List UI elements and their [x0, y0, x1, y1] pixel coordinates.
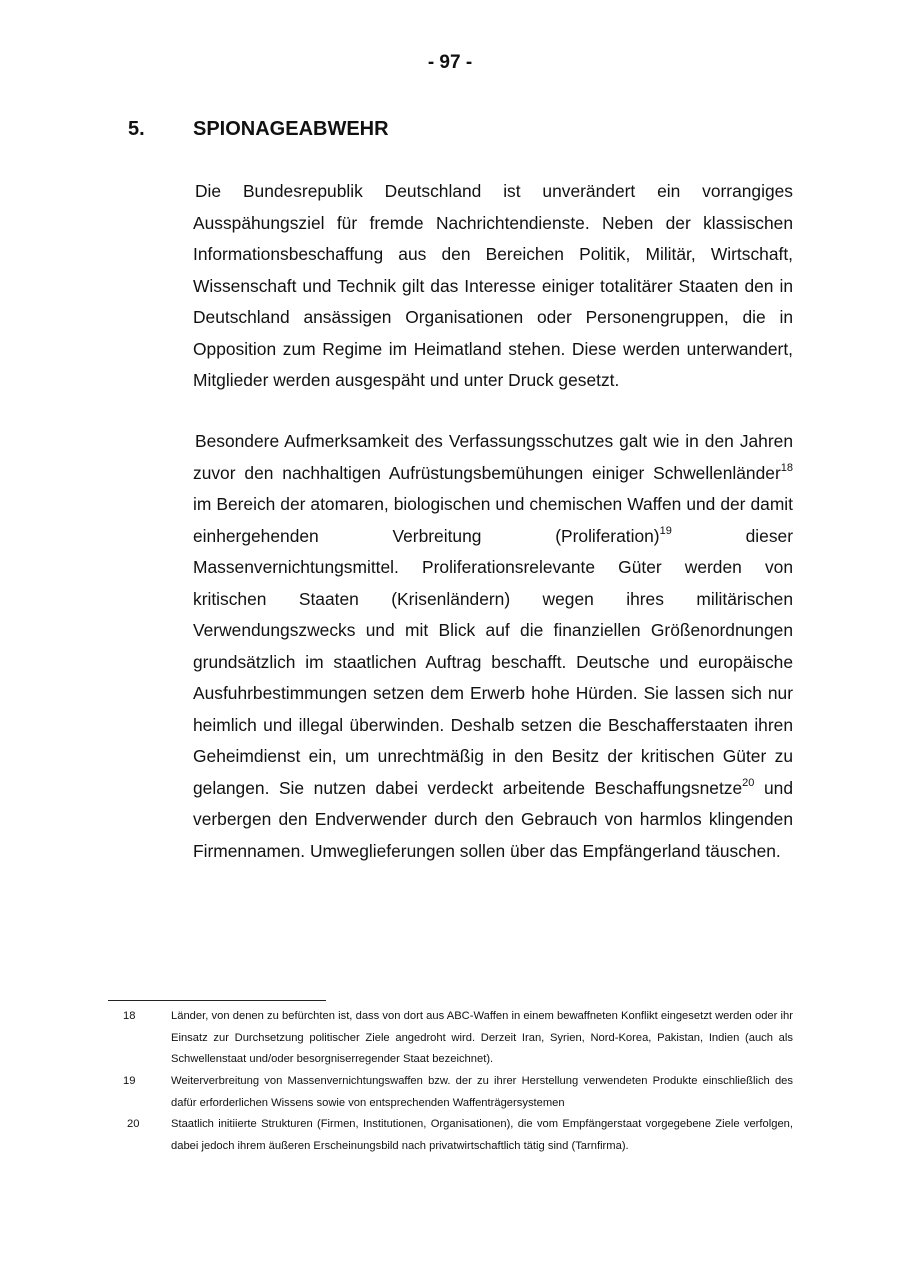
footnote-number: 20: [127, 1118, 140, 1130]
paragraph-2-part-1: Besondere Aufmerksamkeit des Verfassungsschutzes galt wie in den Jahren zuvor den nachhaltigen Aufrüstungsbemühungen einiger Schwellenländer: [193, 431, 793, 483]
section-title: SPIONAGEABWEHR: [193, 118, 389, 140]
footnote-ref-19[interactable]: 19: [659, 524, 672, 537]
footnote-19: [123, 1071, 793, 1114]
paragraph-2-part-3: dieser Massenvernichtungsmittel. Proliferationsrelevante Güter werden von kritischen Staaten (Krisenländern) wegen ihres militärischen Verwendungszwecks und mit Blick auf die finanziellen Größenordnungen grundsätzlich im staatlichen Auftrag beschafft. Deutsche und europäische Ausfuhrbestimmungen setzen dem Erwerb hohe Hürden. Sie lassen sich nur heimlich und illegal überwinden. Deshalb setzen die Beschafferstaaten ihren Geheimdienst ein, um unrechtmäßig in den Besitz der kritischen Güter zu gelangen. Sie nutzen dabei verdeckt arbeitende Beschaffungsnetze: [193, 525, 793, 798]
footnote-ref-20[interactable]: 20: [742, 776, 755, 789]
footnote-text: Weiterverbreitung von Massenvernichtungswaffen bzw. der zu ihrer Herstellung verwendeten Produkte einschließlich des dafür erforderlichen Wissens sowie von entsprechenden Waffenträgersystemen: [171, 1075, 793, 1109]
paragraph-2: [193, 426, 793, 867]
paragraph-1: [193, 176, 793, 397]
footnote-20: [123, 1114, 793, 1157]
paragraph-2-part-2: im Bereich der atomaren, biologischen und chemischen Waffen und der damit einhergehenden Verbreitung (Proliferation): [193, 494, 793, 546]
footnote-text: Länder, von denen zu befürchten ist, dass von dort aus ABC-Waffen in einem bewaffneten Konflikt eingesetzt werden oder ihr Einsatz zur Durchsetzung politischer Ziele angedroht wird. Derzeit Iran, Syrien, Nord-Korea, Pakistan, Indien (auch als Schwellenstaat und/oder besorgniserregender Staat bezeichnet).: [171, 1010, 793, 1065]
paragraph-2-text: [193, 426, 793, 867]
page-number: - 97 -: [427, 52, 473, 73]
footnote-ref-18[interactable]: 18: [780, 461, 793, 474]
footnote-text: Staatlich initiierte Strukturen (Firmen, Institutionen, Organisationen), die vom Empfängerstaat vorgegebene Ziele verfolgen, dabei jedoch ihrem äußeren Erscheinungsbild nach privatwirtschaftlich tätig sind (Tarnfirma).: [171, 1118, 793, 1152]
paragraph-1-text: Die Bundesrepublik Deutschland ist unverändert ein vorrangiges Ausspähungsziel für fremde Nachrichtendienste. Neben der klassischen Informationsbeschaffung aus den Bereichen Politik, Militär, Wirtschaft, Wissenschaft und Technik gilt das Interesse einiger totalitärer Staaten den in Deutschland ansässigen Organisationen oder Personengruppen, die in Opposition zum Regime im Heimatland stehen. Diese werden unterwandert, Mitglieder werden ausgespäht und unter Druck gesetzt.: [193, 181, 793, 390]
footnote-18: [123, 1006, 793, 1071]
footnote-divider: [108, 1000, 326, 1001]
section-heading: [128, 118, 389, 141]
section-number: 5.: [128, 118, 145, 140]
footnote-number: 18: [123, 1010, 136, 1022]
paragraph-2-part-4: und verbergen den Endverwender durch den Gebrauch von harmlos klingenden Firmennamen. Umweglieferungen sollen über das Empfängerland täuschen.: [193, 777, 793, 861]
footnote-number: 19: [123, 1075, 136, 1087]
